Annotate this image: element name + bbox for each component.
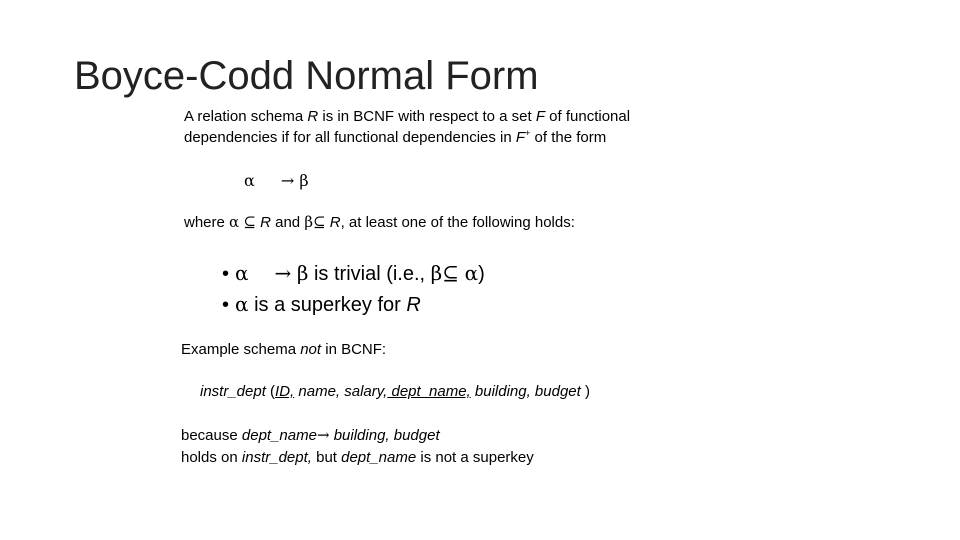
explanation-text: holds on	[181, 449, 242, 466]
subset-symbol: ⊆	[243, 213, 256, 231]
explanation-text: because	[181, 427, 242, 444]
arrow-symbol: →	[274, 261, 292, 285]
condition-text: is trivial (i.e.,	[308, 263, 431, 285]
definition-line-2	[184, 127, 630, 148]
schema-attributes: building, budget	[470, 383, 581, 400]
schema-paren: )	[580, 383, 590, 400]
example-text: in BCNF:	[321, 341, 387, 358]
condition-text: )	[478, 263, 485, 285]
arrow-symbol: →	[280, 171, 295, 190]
definition-line-1	[184, 106, 630, 127]
definition-paragraph	[184, 106, 630, 148]
condition-trivial	[222, 258, 485, 289]
alpha-symbol: α	[464, 261, 479, 285]
fd-formula	[244, 171, 309, 190]
definition-text: A relation schema	[184, 108, 308, 125]
schema-key-id: ID,	[275, 383, 295, 400]
alpha-symbol: α	[235, 261, 249, 285]
fd-lhs: dept_name	[241, 427, 317, 444]
where-text: , at least one of the following holds:	[340, 214, 575, 231]
where-clause	[184, 212, 575, 233]
beta-symbol: β	[304, 213, 313, 231]
definition-text: dependencies if for all functional dependencies in	[184, 129, 516, 146]
relation-variable: R	[406, 294, 421, 316]
schema-attributes: name, salary,	[294, 383, 388, 400]
attribute-name: dept_name	[341, 449, 417, 466]
subset-symbol: ⊆	[312, 213, 326, 231]
beta-symbol: β	[430, 261, 443, 285]
schema-key-dept-name: dept_name,	[387, 383, 471, 400]
fd-rhs: building, budget	[329, 427, 440, 444]
condition-list	[222, 258, 485, 320]
closure-superscript: +	[525, 128, 531, 138]
explanation-text: but	[311, 449, 342, 466]
definition-text: of functional	[545, 108, 631, 125]
condition-text: is a superkey for	[248, 294, 407, 316]
explanation-line-2	[181, 447, 534, 469]
closure-variable: F	[515, 129, 526, 146]
relation-variable: R	[307, 108, 319, 125]
relation-name: instr_dept,	[241, 449, 312, 466]
subset-symbol: ⊆	[442, 261, 459, 285]
relation-variable: R	[329, 214, 341, 231]
schema-relation-name: instr_dept	[200, 383, 266, 400]
beta-symbol: β	[299, 171, 309, 190]
relation-variable: R	[260, 214, 271, 231]
bullet-marker: •	[222, 263, 230, 285]
where-text: and	[270, 214, 305, 231]
arrow-symbol: →	[316, 426, 330, 444]
slide-title: Boyce-Codd Normal Form	[74, 54, 539, 98]
example-text: Example schema	[181, 341, 301, 358]
alpha-symbol: α	[244, 171, 255, 190]
explanation-line-1	[181, 424, 534, 447]
example-heading	[181, 339, 386, 360]
definition-text: of the form	[530, 129, 607, 146]
definition-text: is in BCNF with respect to a set	[318, 108, 536, 125]
alpha-symbol: α	[235, 292, 249, 316]
bullet-marker: •	[222, 294, 230, 316]
explanation-text: is not a superkey	[416, 449, 534, 466]
explanation	[181, 424, 534, 469]
beta-symbol: β	[296, 261, 309, 285]
where-text: where	[184, 214, 230, 231]
example-schema	[200, 381, 590, 402]
condition-superkey	[222, 289, 485, 320]
fd-set-variable: F	[535, 108, 545, 125]
schema-paren: (	[265, 383, 276, 400]
example-emphasis: not	[300, 341, 322, 358]
alpha-symbol: α	[229, 213, 240, 231]
